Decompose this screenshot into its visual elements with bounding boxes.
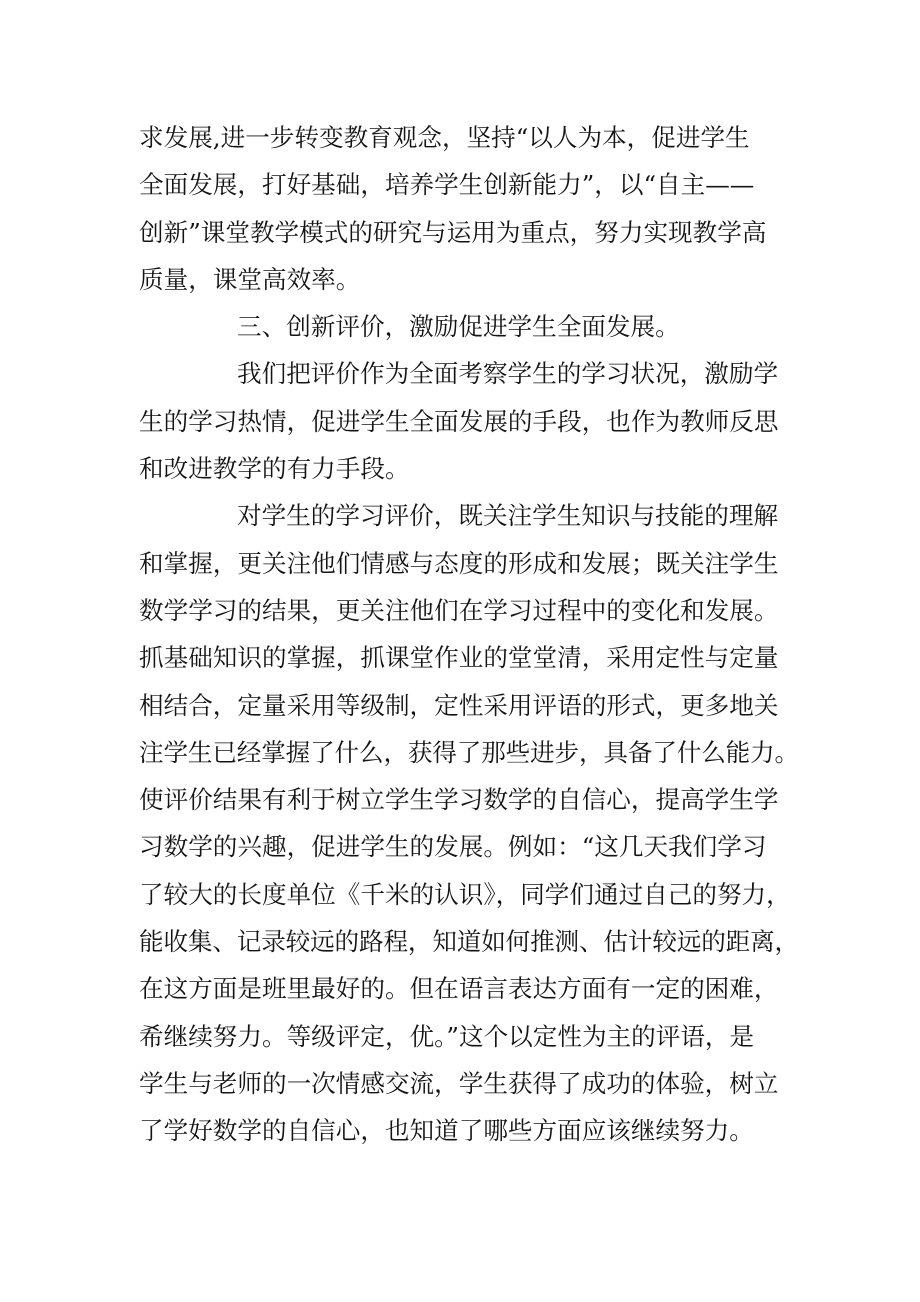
text-line: 求发展,进一步转变教育观念，坚持“以人为本，促进学生	[139, 123, 750, 152]
text-line: 使评价结果有利于树立学生学习数学的自信心，提高学生学	[139, 785, 779, 815]
text-line: 注学生已经掌握了什么，获得了那些进步，具备了什么能力。	[139, 737, 799, 767]
text-line: 相结合，定量采用等级制，定性采用评语的形式，更多地关	[139, 690, 779, 720]
text-line: 全面发展，打好基础，培养学生创新能力”，以“自主——	[139, 170, 755, 200]
text-line: 了学好数学的自信心，也知道了哪些方面应该继续努力。	[139, 1116, 754, 1146]
text-line: 对学生的学习评价，既关注学生知识与技能的理解	[237, 501, 779, 531]
text-line: 创新”课堂教学模式的研究与运用为重点，努力实现教学高	[139, 217, 767, 247]
text-line: 能收集、记录较远的路程，知道如何推测、估计较远的距离，	[139, 927, 799, 957]
text-line: 抓基础知识的掌握，抓课堂作业的堂堂清，采用定性与定量	[139, 643, 779, 673]
text-line: 了较大的长度单位《千米的认识》，同学们通过自己的努力，	[139, 879, 791, 909]
text-line: 和改进教学的有力手段。	[139, 454, 410, 484]
text-line: 我们把评价作为全面考察学生的学习状况，激励学	[237, 359, 779, 389]
text-line: 三、创新评价，激励促进学生全面发展。	[237, 312, 680, 342]
text-line: 和掌握，更关注他们情感与态度的形成和发展；既关注学生	[139, 548, 779, 578]
text-line: 学生与老师的一次情感交流，学生获得了成功的体验，树立	[139, 1068, 779, 1098]
text-line: 数学学习的结果，更关注他们在学习过程中的变化和发展。	[139, 595, 779, 625]
text-line: 在这方面是班里最好的。但在语言表达方面有一定的困难，	[139, 974, 779, 1004]
body-text	[139, 114, 799, 1155]
text-line: 生的学习热情，促进学生全面发展的手段，也作为教师反思	[139, 406, 779, 436]
text-line: 习数学的兴趣，促进学生的发展。例如：“这几天我们学习	[139, 832, 767, 862]
text-line: 质量，课堂高效率。	[139, 264, 361, 294]
text-line: 希继续努力。等级评定，优。”这个以定性为主的评语，是	[139, 1021, 755, 1051]
